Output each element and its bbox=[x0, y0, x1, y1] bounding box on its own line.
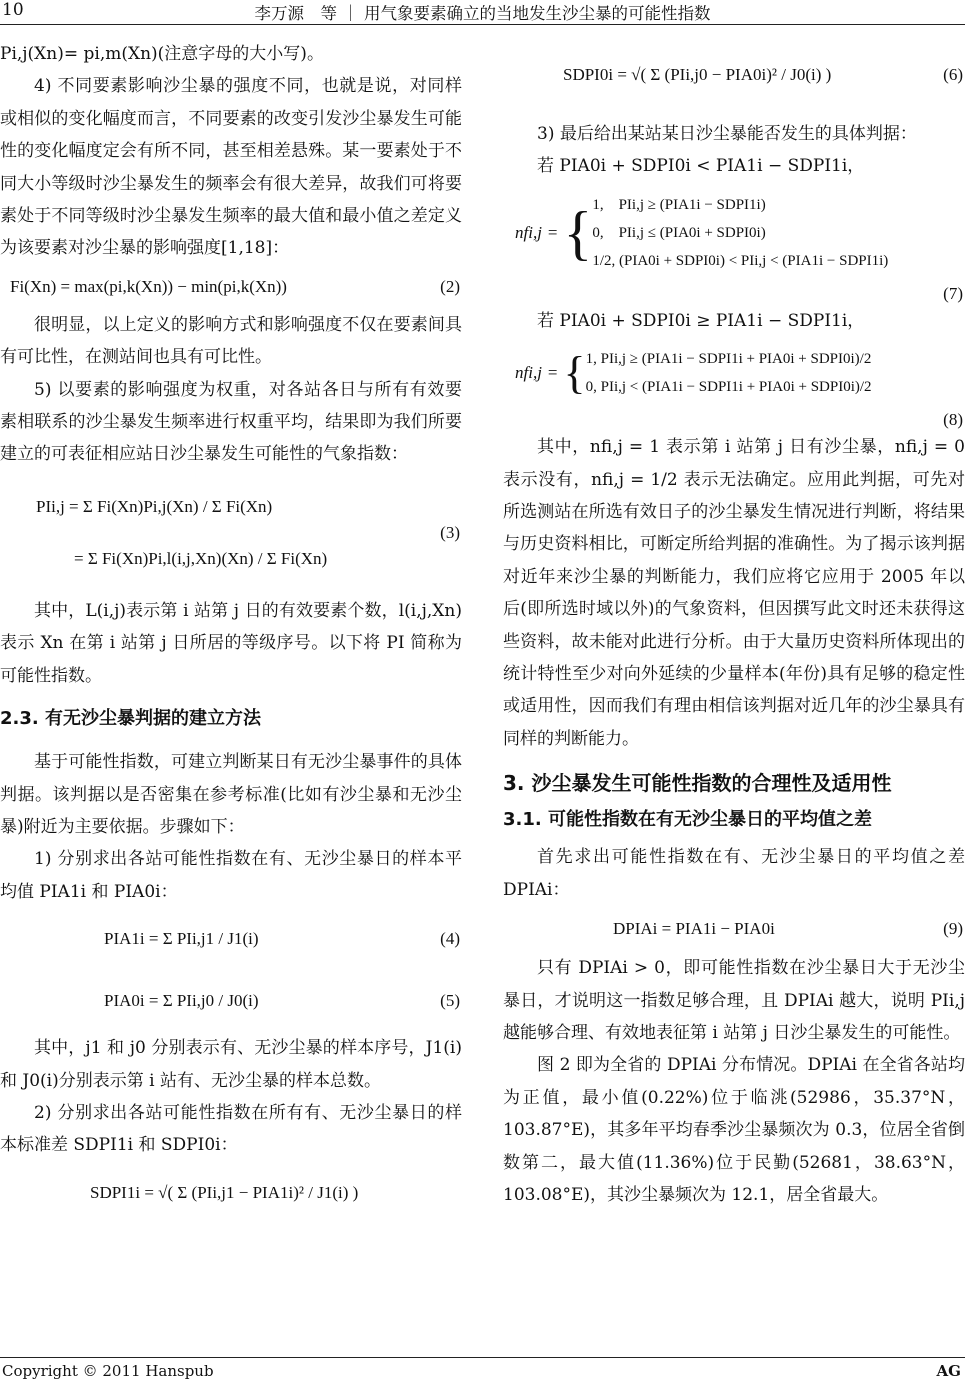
equation-number: (3) bbox=[440, 522, 460, 542]
equation-7: nfi,j = { 1, PIi,j ≥ (PIA1i − SDPI1i) 0, PIi,j ≤ (PIA0i + SDPI0i) 1/2, (PIA0i + SDPI0i) < PIi,j < (PIA1i − SDPI1i) bbox=[503, 183, 965, 283]
paragraph: 基于可能性指数，可建立判断某日有无沙尘暴事件的具体判据。该判据以是否密集在参考标准(比如有沙尘暴和无沙尘暴)附近为主要依据。步骤如下： bbox=[0, 752, 462, 837]
equation-4 bbox=[0, 908, 462, 970]
left-brace: { bbox=[563, 347, 586, 399]
paragraph: 图 2 即为全省的 DPIAi 分布情况。DPIAi 在全省各站均为正值，最小值(0.22%)位于临洮(52986，35.37°N，103.87°E)，其多年平均春季沙尘暴频次为 0.3，位居全省倒数第二，最大值(11.36%)位于民勤(52681，38.63°N，103.08°E)，其沙尘暴频次为 12.1，居全省最大。 bbox=[503, 1055, 965, 1205]
paragraph: 只有 DPIAi > 0，即可能性指数在沙尘暴日大于无沙尘暴日，才说明这一指数足够合理，且 DPIAi 越大，说明 PIi,j 越能够合理、有效地表征第 i 站第 j 日沙尘暴发生的可能性。 bbox=[503, 958, 965, 1043]
paragraph: 若 PIA0i + SDPI0i ≥ PIA1i − SDPI1i， bbox=[537, 310, 865, 331]
subsection-heading: 3.1. 可能性指数在有无沙尘暴日的平均值之差 bbox=[503, 809, 872, 831]
case-row: 1, PIi,j ≥ (PIA1i − SDPI1i + PIA0i + SDPI0i)/2 bbox=[585, 351, 872, 368]
paragraph: 若 PIA0i + SDPI0i < PIA1i − SDPI1i， bbox=[537, 156, 865, 177]
equation-text: PIA1i = Σ PIi,j1 / J1(i) bbox=[104, 928, 259, 948]
equation-text: SDPI1i = √( Σ (PIi,j1 − PIA1i)² / J1(i) ) bbox=[90, 1182, 359, 1202]
paragraph: 1) 分别求出各站可能性指数在有、无沙尘暴日的样本平均值 PIA1i 和 PIA0i： bbox=[0, 849, 462, 902]
paragraph: 很明显，以上定义的影响方式和影响强度不仅在要素间具有可比性，在测站间也具有可比性。 bbox=[0, 314, 462, 368]
equation-number: (2) bbox=[440, 276, 460, 296]
paragraph: 首先求出可能性指数在有、无沙尘暴日的平均值之差 DPIAi： bbox=[503, 847, 965, 900]
paragraph: 其中，j1 和 j0 分别表示有、无沙尘暴的样本序号，J1(i)和 J0(i)分别表示第 i 站有、无沙尘暴的样本总数。 bbox=[0, 1038, 462, 1091]
case-row: 1, PIi,j ≥ (PIA1i − SDPI1i) bbox=[592, 196, 766, 213]
left-column bbox=[0, 38, 462, 1224]
equation-lhs: nfi,j bbox=[515, 222, 542, 242]
case-row: 1/2, (PIA0i + SDPI0i) < PIi,j < (PIA1i − SDPI1i) bbox=[592, 252, 889, 269]
section-heading: 3. 沙尘暴发生可能性指数的合理性及适用性 bbox=[503, 771, 892, 796]
equation-5 bbox=[0, 970, 462, 1032]
paragraph: 4) 不同要素影响沙尘暴的强度不同，也就是说，对同样或相似的变化幅度而言，不同要素的改变引发沙尘暴发生可能性的变化幅度定会有所不同，甚至相差悬殊。某一要素处于不同大小等级时沙尘暴发生的频率会有很大差异，故我们可将要素处于不同等级时沙尘暴发生频率的最大值和最小值之差定义为该要素对沙尘暴的影响强度[1,18]： bbox=[0, 76, 462, 259]
case-list bbox=[592, 191, 888, 275]
right-column bbox=[503, 38, 965, 1211]
left-brace: { bbox=[563, 199, 593, 266]
running-header bbox=[0, 0, 965, 24]
paragraph: 其中，L(i,j)表示第 i 站第 j 日的有效要素个数，l(i,j,Xn)表示 Xn 在第 i 站第 j 日所居的等级序号。以下将 PI 简称为可能性指数。 bbox=[0, 600, 462, 686]
page-number: 10 bbox=[2, 0, 24, 20]
equation-number: (8) bbox=[943, 410, 963, 430]
equation-3 bbox=[0, 471, 462, 595]
equation-8: nfi,j = { 1, PIi,j ≥ (PIA1i − SDPI1i + PIA0i + SDPI0i)/2 0, PIi,j < (PIA1i − SDPI1i + PIA0i + SDPI0i)/2 bbox=[503, 337, 965, 409]
equation-number: (5) bbox=[440, 990, 460, 1010]
paragraph: 2) 分别求出各站可能性指数在所有有、无沙尘暴日的样本标准差 SDPI1i 和 SDPI0i： bbox=[0, 1102, 462, 1156]
paragraph: 5) 以要素的影响强度为权重，对各站各日与所有有效要素相联系的沙尘暴发生频率进行权重平均，结果即为我们所要建立的可表征相应站日沙尘暴发生可能性的气象指数： bbox=[0, 379, 462, 465]
equation-number: (6) bbox=[943, 64, 963, 84]
running-title: 李万源 等 ｜ 用气象要素确立的当地发生沙尘暴的可能性指数 bbox=[254, 4, 711, 23]
equation-text: = Σ Fi(Xn)Pi,l(i,j,Xn)(Xn) / Σ Fi(Xn) bbox=[74, 548, 328, 568]
paragraph: 3) 最后给出某站某日沙尘暴能否发生的具体判据： bbox=[537, 124, 917, 144]
paragraph: Pi,j(Xn)= pi,m(Xn)(注意字母的大小写)。 bbox=[0, 44, 324, 64]
case-row: 0, PIi,j < (PIA1i − SDPI1i + PIA0i + SDPI0i)/2 bbox=[585, 379, 872, 396]
header-rule bbox=[0, 24, 965, 25]
equation-text: PIA0i = Σ PIi,j0 / J0(i) bbox=[104, 990, 259, 1010]
footer-rule bbox=[0, 1357, 965, 1358]
case-row: 0, PIi,j ≤ (PIA0i + SDPI0i) bbox=[592, 224, 766, 241]
equation-text: DPIAi = PIA1i − PIA0i bbox=[613, 918, 775, 938]
equation-number: (4) bbox=[440, 928, 460, 948]
equation-sd1 bbox=[0, 1162, 462, 1224]
equation-number: (7) bbox=[943, 283, 963, 303]
copyright-text: Copyright © 2011 Hanspub bbox=[2, 1362, 214, 1380]
equation-text: Fi(Xn) = max(pi,k(Xn)) − min(pi,k(Xn)) bbox=[10, 276, 287, 296]
paragraph: 其中，nfi,j = 1 表示第 i 站第 j 日有沙尘暴，nfi,j = 0 表示没有，nfi,j = 1/2 表示无法确定。应用此判据，可先对所选测站在所选有效日子的沙尘暴发生情况进行判断，将结果与历史资料相比，可断定所给判据的准确性。为了揭示该判据对近年来沙尘暴的判断能力，我们应将它应用于 2005 年以后(即所选时域以外)的气象资料，但因撰写此文时还未获得这些资料，故未能对此进行分析。由于大量历史资料所体现出的统计特性至少对向外延续的少量样本(年份)具有足够的稳定性或适用性，因而我们有理由相信该判据对近几年的沙尘暴具有同样的判断能力。 bbox=[503, 437, 965, 749]
equation-8-number-row bbox=[503, 409, 965, 431]
equation-number: (9) bbox=[943, 918, 963, 938]
equation-lhs: nfi,j bbox=[515, 363, 542, 383]
section-heading: 2.3. 有无沙尘暴判据的建立方法 bbox=[0, 708, 261, 730]
equation-7-number-row bbox=[503, 283, 965, 305]
equation-text: SDPI0i = √( Σ (PIi,j0 − PIA0i)² / J0(i) ) bbox=[563, 64, 832, 84]
case-list bbox=[586, 345, 872, 401]
journal-abbrev: AG bbox=[936, 1362, 961, 1380]
equation-text: PIi,j = Σ Fi(Xn)Pi,j(Xn) / Σ Fi(Xn) bbox=[36, 496, 273, 516]
equation-6 bbox=[503, 38, 965, 112]
equation-2 bbox=[0, 265, 462, 309]
equation-9 bbox=[503, 906, 965, 952]
